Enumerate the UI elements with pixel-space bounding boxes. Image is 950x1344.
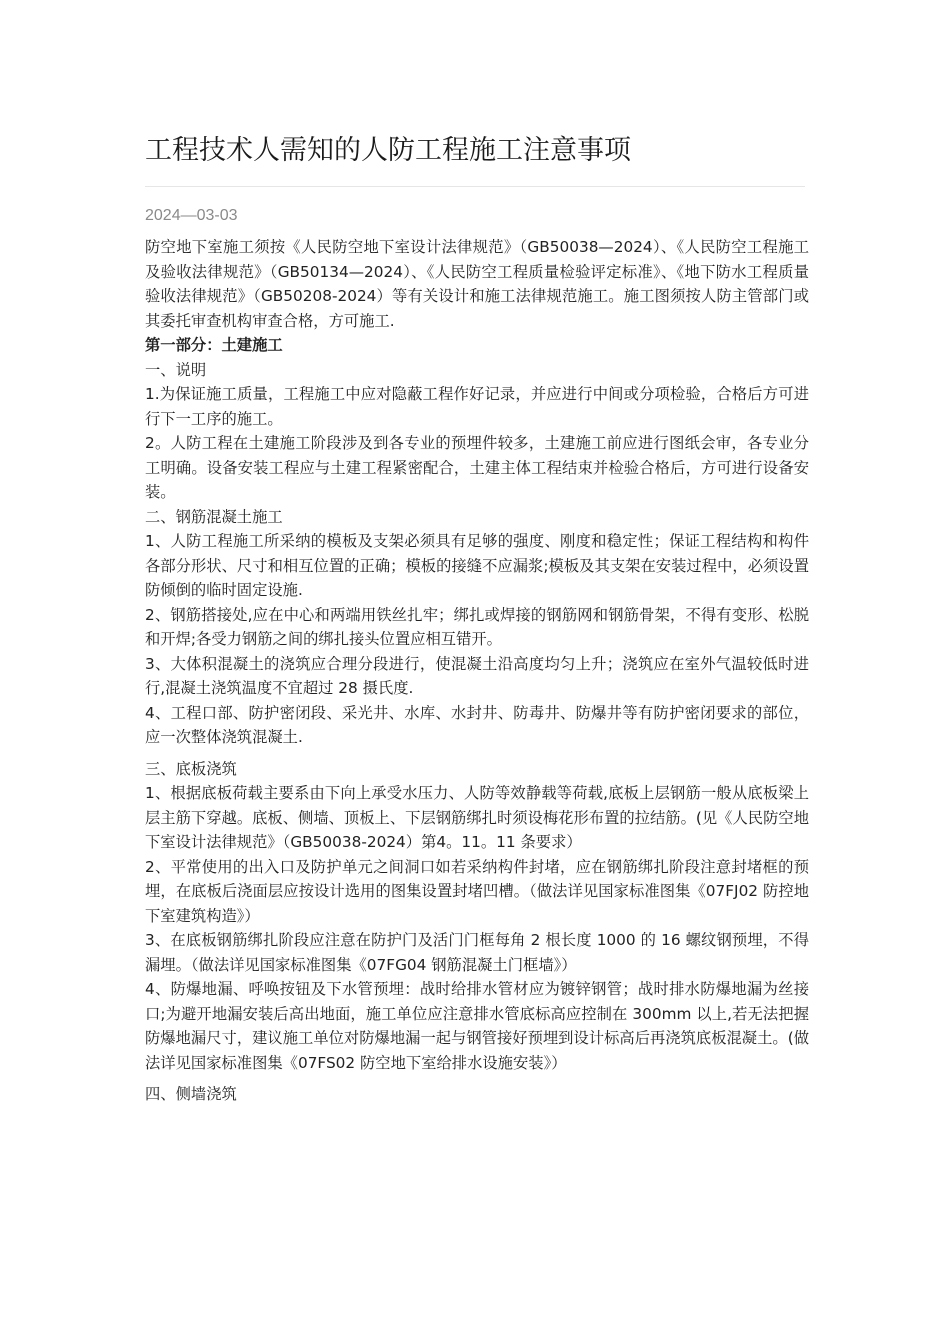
body-paragraph: 2、平常使用的出入口及防护单元之间洞口如若采纳构件封堵，应在钢筋绑扎阶段注意封堵框的预埋，在底板后浇面层应按设计选用的图集设置封堵凹槽。（做法详见国家标准图集《07FJ02 防控地下室建筑构造》） bbox=[145, 857, 809, 925]
page-title: 工程技术人需知的人防工程施工注意事项 bbox=[145, 135, 631, 166]
body-paragraph: 1.为保证施工质量，工程施工中应对隐蔽工程作好记录，并应进行中间或分项检验，合格后方可进行下一工序的施工。 bbox=[145, 385, 809, 428]
article-body bbox=[145, 235, 809, 1107]
section-heading: 三、底板浇筑 bbox=[145, 759, 237, 778]
publish-date: 2024—03-03 bbox=[145, 207, 238, 224]
section-heading: 一、说明 bbox=[145, 360, 207, 379]
body-paragraph: 3、在底板钢筋绑扎阶段应注意在防护门及活门门框每角 2 根长度 1000 的 16 螺纹钢预埋，不得漏埋。（做法详见国家标准图集《07FG04 钢筋混凝土门框墙》） bbox=[145, 931, 809, 974]
body-paragraph: 1、人防工程施工所采纳的模板及支架必须具有足够的强度、刚度和稳定性；保证工程结构和构件各部分形状、尺寸和相互位置的正确；模板的接缝不应漏浆;模板及其支架在安装过程中，必须设置防倾倒的临时固定设施. bbox=[145, 532, 809, 599]
body-paragraph: 4、工程口部、防护密闭段、采光井、水库、水封井、防毒井、防爆井等有防护密闭要求的部位，应一次整体浇筑混凝土. bbox=[145, 703, 809, 746]
body-paragraph: 2、钢筋搭接处,应在中心和两端用铁丝扎牢；绑扎或焊接的钢筋网和钢筋骨架，不得有变形、松脱和开焊;各受力钢筋之间的绑扎接头位置应相互错开。 bbox=[145, 605, 809, 648]
section-heading: 四、侧墙浇筑 bbox=[145, 1085, 237, 1103]
title-divider bbox=[145, 186, 805, 187]
section-heading: 二、钢筋混凝土施工 bbox=[145, 507, 283, 526]
body-paragraph: 1、根据底板荷载主要系由下向上承受水压力、人防等效静载等荷载,底板上层钢筋一般从底板梁上层主筋下穿越。底板、侧墙、顶板上、下层钢筋绑扎时须设梅花形布置的拉结筋。(见《人民防空地下室设计法律规范》（GB50038-2024）第4。11。11 条要求） bbox=[145, 784, 809, 851]
body-paragraph: 3、大体积混凝土的浇筑应合理分段进行，使混凝土沿高度均匀上升；浇筑应在室外气温较低时进行,混凝土浇筑温度不宜超过 28 摄氏度. bbox=[145, 654, 809, 697]
body-paragraph: 4、防爆地漏、呼唤按钮及下水管预埋：战时给排水管材应为镀锌钢管；战时排水防爆地漏为丝接口;为避开地漏安装后高出地面，施工单位应注意排水管底标高应控制在 300mm 以上,若无法把握防爆地漏尺寸，建议施工单位对防爆地漏一起与钢管接好预埋到设计标高后再浇筑底板混凝土。(做法详见国家标准图集《07FS02 防空地下室给排水设施安装》） bbox=[145, 980, 809, 1072]
part-heading: 第一部分：土建施工 bbox=[145, 336, 283, 354]
body-paragraph: 2。人防工程在土建施工阶段涉及到各专业的预埋件较多，土建施工前应进行图纸会审，各专业分工明确。设备安装工程应与土建工程紧密配合，土建主体工程结束并检验合格后，方可进行设备安装。 bbox=[145, 434, 809, 501]
intro-paragraph: 防空地下室施工须按《人民防空地下室设计法律规范》（GB50038—2024）、《人民防空工程施工及验收法律规范》（GB50134—2024）、《人民防空工程质量检验评定标准》、《地下防水工程质量验收法律规范》（GB50208-2024）等有关设计和施工法律规范施工。施工图须按人防主管部门或其委托审查机构审查合格，方可施工. bbox=[145, 238, 809, 330]
